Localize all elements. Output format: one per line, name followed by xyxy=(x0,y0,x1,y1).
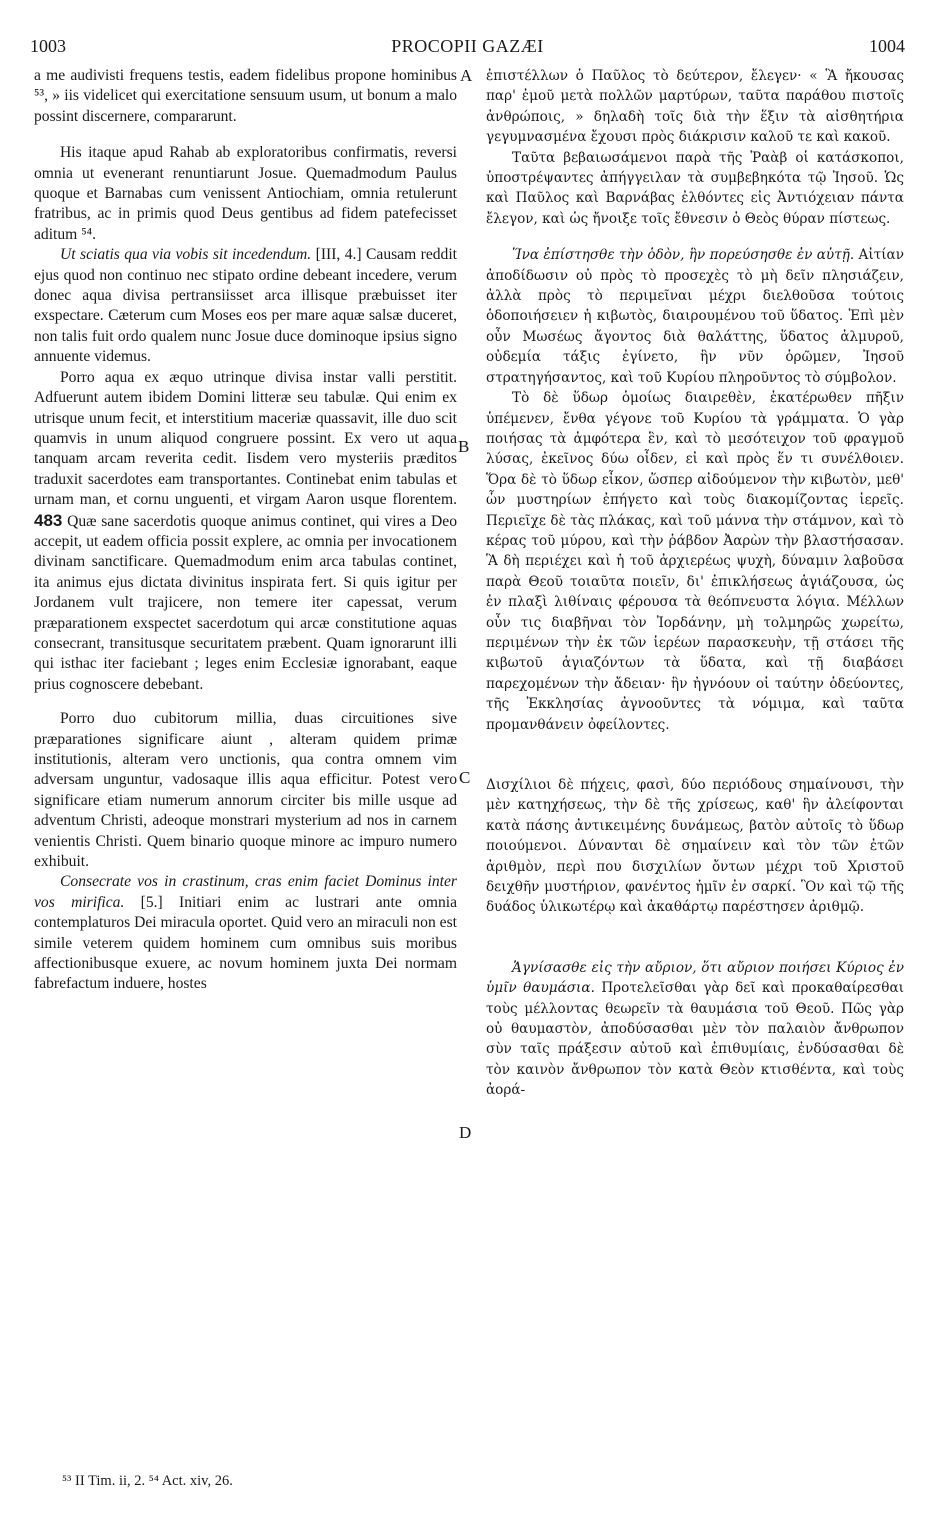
footnotes: ⁵³ II Tim. ii, 2. ⁵⁴ Act. xiv, 26. xyxy=(62,1473,233,1489)
latin-text: [5.] Initiari enim ac lustrari ante omnia contemplaturos Dei miracula oportet. Quid vero an miraculi non est simile veterem quidem hominem cum omnibus suis moribus affectionibusque exuere, ac novum hominem juxta Dei normam fabrefactum induere, hostes xyxy=(34,893,457,993)
greek-paragraph: ἐπιστέλλων ὁ Παῦλος τὸ δεύτερον, ἔλεγεν· « Ἃ ἤκουσας παρ' ἐμοῦ μετὰ πολλῶν μαρτύρων, ταῦτα παράθου πιστοῖς ἀνθρώποις, » δηλαδὴ τοῖς διὰ τὴν ἕξιν τὰ αἰσθητήρια γεγυμνασμένα ἔχουσι πρὸς διάκρισιν καλοῦ τε καὶ κακοῦ. xyxy=(486,68,904,146)
greek-column xyxy=(486,66,904,1101)
page-number-left: 1003 xyxy=(30,36,66,56)
greek-text: Προτελεῖσθαι γὰρ δεῖ καὶ προκαθαίρεσθαι τοὺς μέλλοντας θεωρεῖν τὰ θαυμάσια τοῦ Θεοῦ. Πῶς γὰρ οὐ θαυμαστὸν, ἀποδύσασθαι μὲν τὸν παλαιὸν ἄνθρωπον σὺν ταῖς πράξεσιν αὐτοῦ καὶ ἐπιθυμίαις, ἐνδύσασθαι δὲ τὸν καινὸν ἄνθρωπον τὸν κατὰ Θεὸν κτισθέντα, καὶ τοὺς ἀορά- xyxy=(486,980,904,1099)
scripture-lemma: Ut sciatis qua via vobis sit incedendum. xyxy=(60,246,312,264)
greek-paragraph xyxy=(486,958,904,1101)
margin-marker-c: C xyxy=(459,768,471,787)
running-title: PROCOPII GAZÆI xyxy=(391,36,544,56)
scripture-lemma: Consecrate vos in crastinum, cras enim faciet Dominus inter vos mirifica. xyxy=(34,873,457,911)
page-number-right: 1004 xyxy=(869,36,905,56)
column-number: 483 xyxy=(34,510,63,530)
latin-text: Porro aqua ex æquo utrinque divisa instar valli perstitit. Adfuerunt autem ibidem Domini litteræ seu tabulæ. Qui enim ex utrisque unum fecit, et interstitium maceriæ quassavit, ille duo scit quamvis in unum aliquod congruere possint. Ех vero ut aqua tanquam arcam reverita cedit. Iisdem vero mysteriis præditos traduxit sacerdotes eam transportantes. Continebat enim tabulas et urnam man, et cornu unguenti, et virgam Aaron usque florentem. xyxy=(34,368,457,509)
latin-text: [III, 4.] Causam reddit ejus quod non continuo nec stipato ordine debeant incedere, verum donec aqua divisa pertransiisset arca illisque præbuisset iter exspectare. Cæterum cum Moses eos per mare aquæ salsæ duceret, non talis fuit ordo qualem nunc Josue duce dominoque ipsius signo annuente videmus. xyxy=(34,246,458,366)
latin-paragraph xyxy=(34,872,457,994)
page-header xyxy=(30,36,905,60)
latin-paragraph xyxy=(34,245,457,367)
greek-text: Αἰτίαν ἀποδίδωσιν οὐ πρὸς τὸ προσεχὲς τὸ μὴ δεῖν πλησιάζειν, ἀλλὰ πρὸς τὸ περιμεῖναι μέχρι διελθοῦσα τούτοις ὁδοποιήσειεν ἡ κιβωτὸς, διαιρουμένου τοῦ ὕδατος. Ἐπὶ μὲν οὖν Μωσέως ἄγοντος διὰ θαλάττης, ὕδατος ἁλμυροῦ, οὐδεμία τάξις ἐγίνετο, ἣν νῦν ὁρῶμεν, Ἰησοῦ στρατηγήσαντος, καὶ τοῦ Κυρίου πληροῦντος τὸ σύμβολον. xyxy=(486,247,904,386)
greek-paragraph: Ταῦτα βεβαιωσάμενοι παρὰ τῆς Ῥαὰβ οἱ κατάσκοποι, ὑποστρέψαντες ἀπήγγειλαν τὰ συμβεβηκότα τῷ Ἰησοῦ. Ὡς καὶ Παῦλος καὶ Βαρνάβας ἐλθόντες εἰς Ἀντιόχειαν πάντα ἔλεγον, καὶ ὡς ἤνοιξε τοῖς ἔθνεσιν ὁ Θεὸς θύραν πίστεως. xyxy=(486,149,904,227)
margin-marker-b: B xyxy=(458,437,470,456)
margin-marker-d: D xyxy=(459,1123,472,1142)
latin-paragraph: a me audivisti frequens testis, eadem fidelibus propone hominibus ⁵³, » iis videlicet qui exercitatione sensuum usum, ut bonum a malo possint discernere, compararunt. xyxy=(34,67,457,125)
latin-paragraph: Porro duo cubitorum millia, duas circuitiones sive præparationes significare aiunt , alteram quidem primæ institutionis, alteram vero unctionis, qua contra omnem vim adversam unguntur, vadosaque illis aqua efficitur. Potest vero significare etiam numerum annorum circiter bis mille usque ad adventum Christi, adeoque monstrari mysterium ad nos in carnem venientis Christi. Quem binario quoque minore ac impuro numero exhibuit. xyxy=(34,710,457,871)
latin-text: Quæ sane sacerdotis quoque animus continet, qui vires a Deo accepit, ut eadem officia possit explere, ac omnia per invocationem divinam sanctificare. Quemadmodum enim arca tabulas continet, ita animus ejus dictata divinitus inspirata fert. Si quis igitur per Jordanem vult trajicere, non temere iter capessat, verum præparationem exspectet sacerdotum qui arcæ constitutione aquas consecrant, transitusque securitatem præbent. Quam ignorarunt illi qui isthac iter faciebant ; leges enim Ecclesiæ ignorabant, eaque prius cognoscere debebant. xyxy=(34,512,457,693)
scripture-lemma: Ἁγνίσασθε εἰς τὴν αὔριον, ὅτι αὔριον ποιήσει Κύριος ἐν ὑμῖν θαυμάσια. xyxy=(486,959,904,997)
greek-paragraph xyxy=(486,245,904,388)
greek-paragraph: Δισχίλιοι δὲ πήχεις, φασὶ, δύο περιόδους σημαίνουσι, τὴν μὲν κατηχήσεως, τὴν δὲ τῆς χρίσεως, καθ' ἣν ἀλείφονται κατὰ πάσης ἀντικειμένης δυνάμεως, βατὸν αὐτοῖς τὸ ὕδωρ ποιούμενοι. Δύνανται δὲ σημαίνειν καὶ τὸν τῶν ἐτῶν ἀριθμὸν, περὶ που δισχιλίων ὄντων μέχρι τοῦ Χριστοῦ δειχθῆν μυστήριον, φανέντος ἡμῖν ἐν σαρκί. Ὃν καὶ τῷ τῆς δυάδος ὑλικωτέρῳ καὶ ἀκαθάρτῳ παρέστησεν ἀριθμῷ. xyxy=(486,777,904,916)
margin-marker-a: A xyxy=(460,66,473,85)
latin-column xyxy=(34,66,457,995)
scripture-lemma: Ἵνα ἐπίστησθε τὴν ὁδὸν, ἣν πορεύσησθε ἐν αὐτῇ. xyxy=(512,247,855,264)
latin-paragraph: His itaque apud Rahab ab exploratoribus confirmatis, reversi omnia ut evenerant renuntiarunt Josue. Quemadmodum Paulus quoque et Barnabas cum venissent Antiochiam, omnia retulerunt fratribus, ac in primis quod Deus gentibus ad fidem patefecisset aditum ⁵⁴. xyxy=(34,144,457,243)
greek-paragraph: Τὸ δὲ ὕδωρ ὁμοίως διαιρεθὲν, ἑκατέρωθεν πῆξιν ὑπέμενεν, ἔνθα γέγονε τοῦ Κυρίου τὰ γράμματα. Ὁ γὰρ ποιήσας τὰ ἀμφότερα ἓν, καὶ τὸ μεσότειχον τοῦ φραγμοῦ λύσας, ἐκεῖνος δύω οἶδεν, εἰ καὶ πρὸς ἕν τι συνέλθοιεν. Ὅρα δὲ τὸ ὕδωρ εἶκον, ὥσπερ αἰδούμενον τὴν κιβωτὸν, μεθ' ὧν μυστηρίων ἐπήγετο καὶ τοὺς διακομίζοντας ἱερεῖς. Περιεῖχε δὲ τὰς πλάκας, καὶ τοῦ μάννα τὴν στάμνον, καὶ τὸ κέρας τοῦ μύρου, καὶ τὴν ῥάβδον Ἀαρὼν τὴν βλαστήσασαν. Ἃ δὴ περιέχει καὶ ἡ τοῦ ἀρχιερέως ψυχὴ, δύναμιν λαβοῦσα παρὰ Θεοῦ τοιαῦτα ποιεῖν, δι' ἐπικλήσεως ἁγιάζουσα, ὡς ἐν πλαξὶ λιθίναις φέρουσα τὰ θεόπνευστα λόγια. Μέλλων οὖν τις διαβῆναι τὸν Ἰορδάνην, μὴ τολμηρῶς χωρείτω, περιμένων τὴν ἐκ τῶν ἱερέων παρασκευὴν, τῇ στάσει τῆς κιβωτοῦ ἁγιαζόντων τὰ ὕδατα, καὶ τῇ διαβάσει παρεχομένων τὴν ἄδειαν· ἣν ἠγνόουν οἱ ταύτην ὁδεύοντες, τῆς Ἐκκλησίας ἀγνοοῦντες τὰ νόμιμα, καὶ ταῦτα προμανθάνειν ὀφείλοντες. xyxy=(486,390,904,733)
latin-paragraph xyxy=(34,368,457,696)
